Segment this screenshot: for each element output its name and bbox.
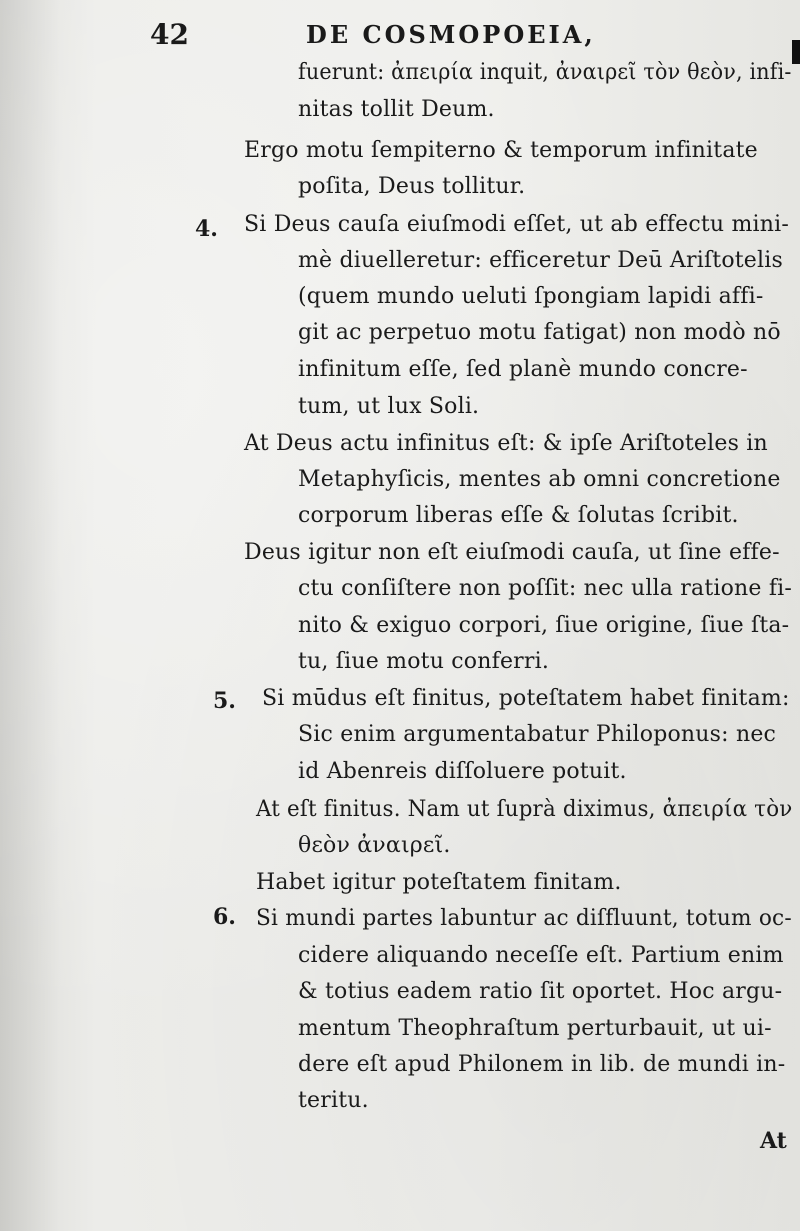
text-line: θεὸν ἀναιρεῖ. — [298, 833, 451, 858]
running-head: DE COSMOPOEIA, — [306, 20, 596, 49]
text-line: Metaphyſicis, mentes ab omni concretione — [298, 467, 781, 492]
text-line: cidere aliquando neceſſe eſt. Partium enim — [298, 943, 784, 968]
text-line: dere eſt apud Philonem in lib. de mundi in- — [298, 1052, 786, 1077]
text-line: Habet igitur poteſtatem finitam. — [256, 870, 622, 895]
text-line: Si mūdus eſt finitus, poteſtatem habet finitam: — [262, 686, 790, 711]
text-line: corporum liberas eſſe & ſolutas ſcribit. — [298, 503, 739, 528]
gutter-shadow — [0, 0, 60, 1231]
text-line: Si mundi partes labuntur ac diſfluunt, totum oc- — [256, 906, 792, 931]
text-line: id Abenreis diſſoluere potuit. — [298, 759, 627, 784]
text-line: poſita, Deus tollitur. — [298, 174, 526, 199]
argument-number: 4. — [195, 216, 218, 242]
catchword: At — [760, 1128, 787, 1154]
text-line: At Deus actu infinitus eſt: & ipſe Ariſtoteles in — [244, 431, 768, 456]
page-number: 42 — [150, 18, 189, 51]
text-line: teritu. — [298, 1088, 369, 1113]
text-line: & totius eadem ratio ſit oportet. Hoc argu- — [298, 979, 783, 1004]
text-line: infinitum eſſe, ſed planè mundo concre- — [298, 357, 748, 382]
text-line: fuerunt: ἀπειρία inquit, ἀναιρεῖ τὸν θεὸν, infi- — [298, 60, 792, 85]
text-line: nito & exiguo corpori, ſiue origine, ſiue ſta- — [298, 613, 790, 638]
text-line: At eſt finitus. Nam ut ſuprà diximus, ἀπειρία τὸν — [256, 797, 793, 822]
page-edge-mark — [792, 40, 800, 64]
argument-number: 5. — [213, 688, 236, 714]
text-line: git ac perpetuo motu fatigat) non modò nō — [298, 320, 781, 345]
argument-number: 6. — [213, 904, 236, 930]
text-line: Sic enim argumentabatur Philoponus: nec — [298, 722, 777, 747]
text-line: Deus igitur non eſt eiuſmodi cauſa, ut ſine effe- — [244, 540, 780, 565]
text-line: Si Deus cauſa eiuſmodi eſſet, ut ab effectu mini- — [244, 212, 789, 237]
text-line: mentum Theophraſtum perturbauit, ut ui- — [298, 1016, 772, 1041]
text-line: Ergo motu ſempiterno & temporum infinitate — [244, 138, 758, 163]
text-line: mè diuelleretur: efficeretur Deū Ariſtotelis — [298, 248, 783, 273]
text-line: ctu conſiſtere non poſſit: nec ulla ratione fi- — [298, 576, 793, 601]
text-line: tu, ſiue motu conferri. — [298, 649, 550, 674]
text-line: nitas tollit Deum. — [298, 97, 495, 122]
text-line: (quem mundo ueluti ſpongiam lapidi affi- — [298, 284, 764, 309]
text-line: tum, ut lux Soli. — [298, 394, 480, 419]
